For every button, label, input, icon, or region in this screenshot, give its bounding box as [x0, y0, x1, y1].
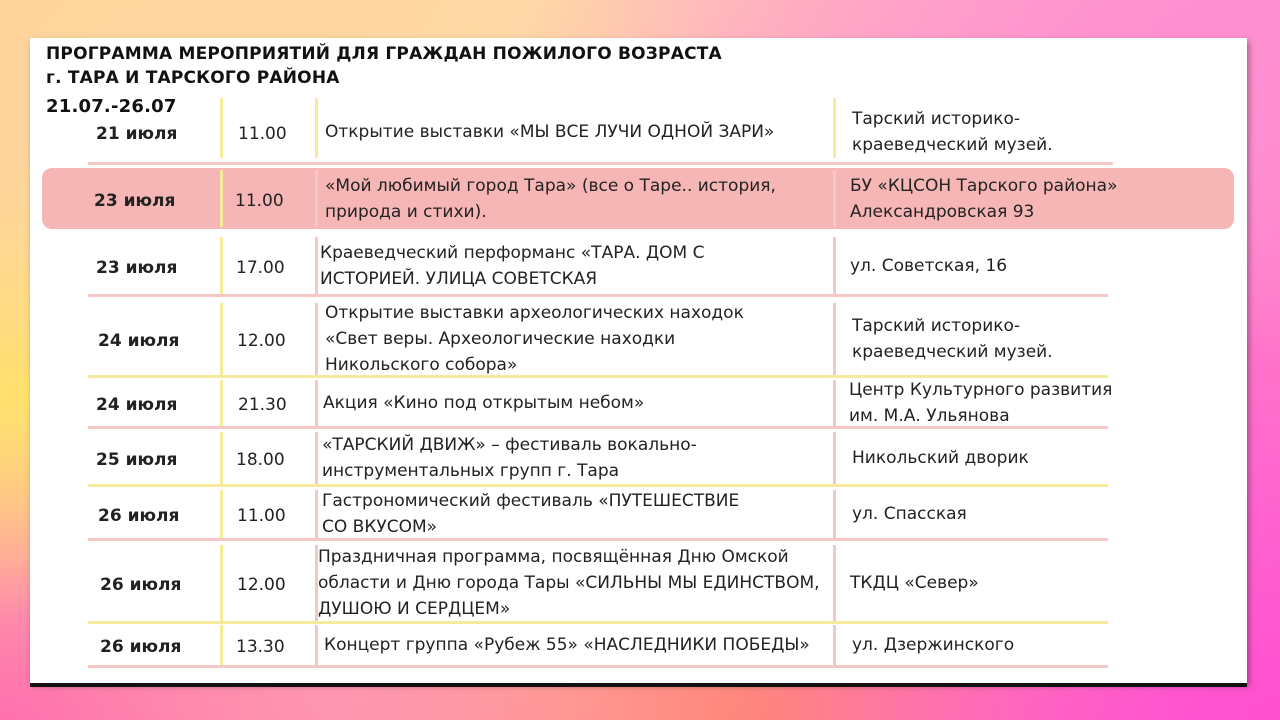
- row-event-line: Краеведческий перформанс «ТАРА. ДОМ С: [320, 242, 705, 263]
- row-time: 11.00: [237, 506, 286, 526]
- column-divider: [315, 490, 318, 538]
- row-time: 12.00: [237, 575, 286, 595]
- row-date: 24 июля: [98, 331, 180, 351]
- row-date: 21 июля: [96, 124, 178, 144]
- row-date: 26 июля: [100, 637, 182, 657]
- table-row: [30, 378, 1247, 428]
- table-row: [30, 623, 1247, 667]
- row-time: 11.00: [238, 124, 287, 144]
- row-divider: [88, 538, 1108, 541]
- row-divider: [88, 162, 1113, 165]
- row-event-line: ДУШОЮ И СЕРДЦЕМ»: [318, 599, 511, 619]
- row-event-line: Никольского собора»: [325, 355, 518, 375]
- column-divider: [315, 380, 318, 426]
- column-divider: [833, 98, 836, 158]
- column-divider: [315, 170, 318, 227]
- column-divider: [220, 490, 223, 538]
- column-divider: [833, 625, 836, 665]
- row-divider: [88, 294, 1108, 297]
- row-time: 17.00: [236, 257, 285, 278]
- row-date: 24 июля: [96, 395, 178, 415]
- table-row: [30, 235, 1247, 296]
- row-place-line: ул. Советская, 16: [850, 255, 1008, 276]
- column-divider: [833, 170, 836, 227]
- row-place-line: ул. Дзержинского: [852, 635, 1015, 655]
- row-place-line: краеведческий музей.: [852, 342, 1053, 362]
- table-row: [30, 168, 1247, 229]
- row-time: 13.30: [236, 637, 285, 657]
- column-divider: [833, 490, 836, 538]
- table-row: [30, 543, 1247, 623]
- row-place-line: Александровская 93: [850, 201, 1035, 222]
- row-event-line: «Свет веры. Археологические находки: [325, 329, 676, 349]
- column-divider: [220, 545, 223, 621]
- row-place-line: БУ «КЦСОН Тарского района»: [850, 175, 1118, 196]
- row-time: 18.00: [236, 450, 285, 470]
- row-divider: [88, 484, 1108, 487]
- row-date: 25 июля: [96, 450, 178, 470]
- row-date: 26 июля: [100, 575, 182, 595]
- schedule-sheet: [30, 38, 1247, 683]
- table-row: [30, 488, 1247, 540]
- table-row: [30, 301, 1247, 377]
- row-time: 21.30: [238, 395, 287, 415]
- column-divider: [220, 625, 223, 665]
- row-event-line: ИСТОРИЕЙ. УЛИЦА СОВЕТСКАЯ: [320, 268, 598, 289]
- row-event-line: природа и стихи).: [325, 201, 487, 222]
- column-divider: [220, 98, 223, 158]
- row-place-line: ул. Спасская: [852, 504, 967, 524]
- column-divider: [315, 303, 318, 375]
- table-row: [30, 430, 1247, 486]
- row-event-line: Праздничная программа, посвящённая Дню Омской: [318, 547, 789, 567]
- row-event-line: СО ВКУСОМ»: [322, 517, 438, 537]
- column-divider: [220, 432, 223, 484]
- row-event-line: Открытие выставки археологических находок: [325, 303, 744, 323]
- row-place-line: Тарский историко-: [852, 316, 1021, 336]
- row-date: 23 июля: [96, 257, 178, 278]
- row-place-line: им. М.А. Ульянова: [849, 406, 1010, 426]
- column-divider: [315, 237, 318, 294]
- date-range: 21.07.-26.07: [46, 96, 177, 117]
- row-place-line: Центр Культурного развития: [849, 380, 1113, 400]
- row-time: 12.00: [237, 331, 286, 351]
- row-event-line: «Мой любимый город Тара» (все о Таре.. история,: [325, 175, 776, 196]
- column-divider: [315, 98, 318, 158]
- column-divider: [315, 432, 318, 484]
- title-line-2: г. ТАРА И ТАРСКОГО РАЙОНА: [46, 68, 340, 88]
- row-date: 26 июля: [98, 506, 180, 526]
- row-place-line: Тарский историко-: [852, 109, 1021, 129]
- row-event-line: Концерт группа «Рубеж 55» «НАСЛЕДНИКИ ПОБЕДЫ»: [324, 635, 810, 655]
- row-time: 11.00: [235, 190, 284, 211]
- row-event-line: Гастрономический фестиваль «ПУТЕШЕСТВИЕ: [322, 491, 740, 511]
- column-divider: [220, 170, 223, 227]
- column-divider: [220, 303, 223, 375]
- row-place-line: ТКДЦ «Север»: [850, 573, 979, 593]
- column-divider: [220, 380, 223, 426]
- row-event-line: Акция «Кино под открытым небом»: [323, 393, 645, 413]
- column-divider: [833, 303, 836, 375]
- row-place-line: краеведческий музей.: [852, 135, 1053, 155]
- row-place-line: Никольский дворик: [852, 448, 1029, 468]
- row-event-line: «ТАРСКИЙ ДВИЖ» – фестиваль вокально-: [322, 435, 697, 455]
- title-line-1: ПРОГРАММА МЕРОПРИЯТИЙ ДЛЯ ГРАЖДАН ПОЖИЛОГО ВОЗРАСТА: [46, 44, 722, 64]
- table-row: [30, 100, 1247, 164]
- column-divider: [833, 545, 836, 621]
- row-event-line: области и Дню города Тары «СИЛЬНЫ МЫ ЕДИНСТВОМ,: [318, 573, 820, 593]
- row-divider: [88, 665, 1108, 668]
- column-divider: [833, 380, 836, 426]
- column-divider: [315, 625, 318, 665]
- column-divider: [315, 545, 318, 621]
- row-date: 23 июля: [94, 190, 176, 211]
- column-divider: [833, 432, 836, 484]
- row-event-line: инструментальных групп г. Тара: [322, 461, 620, 481]
- column-divider: [220, 237, 223, 294]
- column-divider: [833, 237, 836, 294]
- row-event-line: Открытие выставки «МЫ ВСЕ ЛУЧИ ОДНОЙ ЗАРИ»: [325, 122, 775, 142]
- row-divider: [88, 426, 1108, 429]
